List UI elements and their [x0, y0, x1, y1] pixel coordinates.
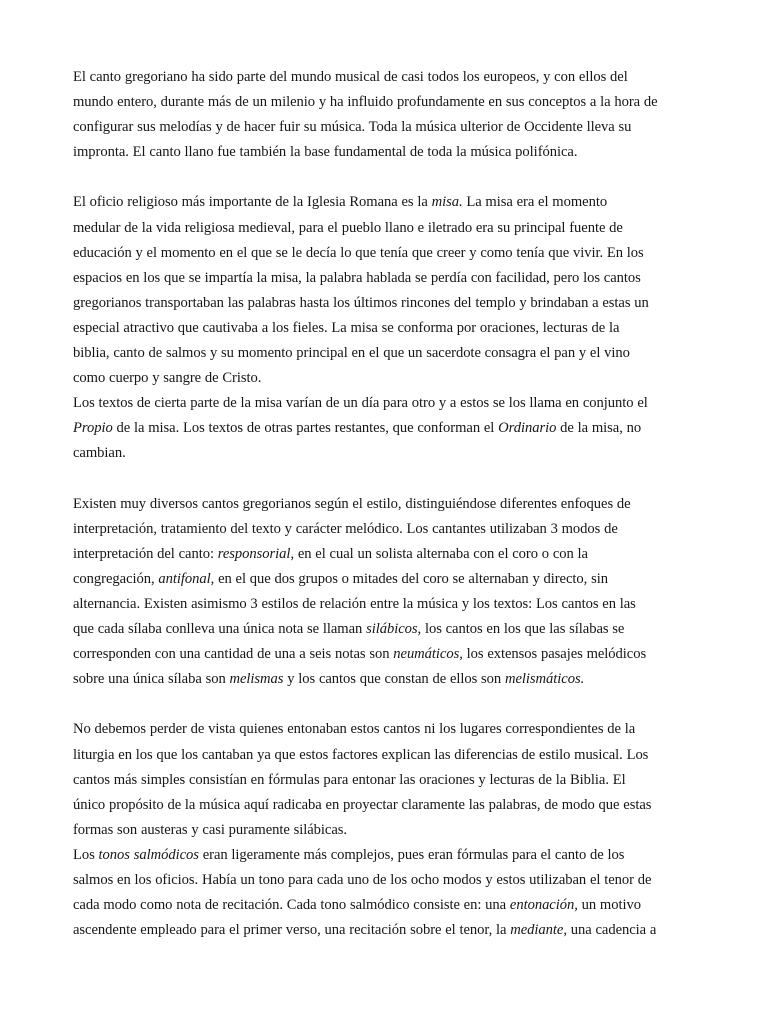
italic-term: Ordinario [498, 420, 557, 437]
text-run: , en el cual un solista alternaba con el coro o con la [290, 545, 588, 562]
text-line [73, 341, 713, 366]
text-run: La misa era el momento [462, 194, 608, 211]
text-run: impronta. El canto llano fue también la base fundamental de toda la música polifónica. [73, 144, 578, 161]
text-run: de la misa. Los textos de otras partes restantes, que conforman el [112, 420, 499, 437]
text-line [73, 241, 713, 266]
text-line [73, 918, 713, 943]
text-line [73, 90, 713, 115]
text-line [73, 517, 713, 542]
text-line [73, 743, 713, 768]
text-line [73, 140, 713, 165]
text-run: un motivo [577, 897, 641, 914]
text-run: especial atractivo que cautivaba a los fieles. La misa se conforma por oraciones, lecturas de la [73, 319, 620, 336]
text-line [73, 642, 713, 667]
text-run: interpretación del canto: [73, 545, 218, 562]
document-page [73, 65, 713, 943]
italic-term: Propio [73, 420, 113, 437]
italic-term: responsorial [217, 545, 291, 562]
text-run: alternancia. Existen asimismo 3 estilos de relación entre la música y los textos: Los cantos en las [73, 595, 636, 612]
text-run: corresponden con una cantidad de una a seis notas son [73, 646, 394, 663]
italic-term: melismáticos. [504, 671, 585, 688]
paragraph [73, 65, 713, 165]
text-run: , en el que dos grupos o mitades del coro se alternaban y directo, sin [210, 570, 608, 587]
italic-term: antifonal [158, 570, 211, 587]
text-run: configurar sus melodías y de hacer fuir su música. Toda la música ulterior de Occidente lleva su [73, 119, 632, 136]
text-run: y los cantos que constan de ellos son [283, 671, 505, 688]
text-line [73, 843, 713, 868]
text-run: sobre una única sílaba son [73, 671, 230, 688]
text-run: No debemos perder de vista quienes entonaban estos cantos ni los lugares correspondientes de la [73, 721, 636, 738]
paragraph [73, 190, 713, 391]
text-run: de la misa, no [556, 420, 642, 437]
text-run: los extensos pasajes melódicos [462, 646, 647, 663]
paragraph [73, 391, 713, 466]
text-run: como cuerpo y sangre de Cristo. [73, 370, 262, 387]
text-line [73, 592, 713, 617]
text-run: congregación, [73, 570, 159, 587]
text-run: , los cantos en los que las sílabas se [417, 621, 625, 638]
paragraph [73, 717, 713, 842]
italic-term: misa. [431, 194, 463, 211]
text-line [73, 492, 713, 517]
text-run: gregorianos transportaban las palabras hasta los últimos rincones del templo y brindaban a estas un [73, 294, 649, 311]
italic-term: tonos salmódicos [98, 846, 199, 863]
text-line [73, 868, 713, 893]
italic-term: neumáticos, [393, 646, 463, 663]
text-line [73, 266, 713, 291]
italic-term: melismas [229, 671, 284, 688]
text-line [73, 291, 713, 316]
text-line [73, 893, 713, 918]
text-line [73, 793, 713, 818]
text-line [73, 65, 713, 90]
text-run: , una cadencia a [563, 922, 657, 939]
text-run: ascendente empleado para el primer verso, una recitación sobre el tenor, la [73, 922, 511, 939]
paragraph [73, 492, 713, 693]
text-line [73, 190, 713, 215]
text-run: salmos en los oficios. Había un tono para cada uno de los ocho modos y estos utilizaban el tenor de [73, 872, 652, 888]
text-run: educación y el momento en el que se le decía lo que tenía que creer y como tenía que vivir. En los [73, 244, 644, 261]
text-run: único propósito de la música aquí radicaba en proyectar claramente las palabras, de modo que estas [73, 796, 652, 813]
text-run: eran ligeramente más complejos, pues eran fórmulas para el canto de los [198, 846, 625, 863]
text-line [73, 818, 713, 843]
text-run: Los [73, 846, 99, 863]
text-line [73, 542, 713, 567]
text-line [73, 416, 713, 441]
text-run: interpretación, tratamiento del texto y carácter melódico. Los cantantes utilizaban 3 modos de [73, 520, 618, 537]
text-line [73, 366, 713, 391]
text-run: cantos más simples consistían en fórmulas para entonar las oraciones y lecturas de la Biblia. El [73, 771, 626, 788]
text-run: formas son austeras y casi puramente silábicas. [73, 821, 348, 838]
text-run: El canto gregoriano ha sido parte del mundo musical de casi todos los europeos, y con ellos del [73, 69, 628, 85]
text-line [73, 768, 713, 793]
text-line [73, 717, 713, 742]
italic-term: entonación, [509, 897, 578, 914]
text-run: Existen muy diversos cantos gregorianos según el estilo, distinguiéndose diferentes enfoques de [73, 495, 631, 512]
text-line [73, 567, 713, 592]
text-line [73, 667, 713, 692]
text-run: cada modo como nota de recitación. Cada tono salmódico consiste en: una [73, 897, 510, 914]
text-line [73, 115, 713, 140]
text-line [73, 617, 713, 642]
text-run: espacios en los que se impartía la misa, la palabra hablada se perdía con facilidad, pero los cantos [73, 269, 641, 286]
text-run: El oficio religioso más importante de la Iglesia Romana es la [73, 194, 432, 211]
text-line [73, 441, 713, 466]
paragraph [73, 843, 713, 943]
text-run: Los textos de cierta parte de la misa varían de un día para otro y a estos se los llama en conjunto el [73, 395, 648, 412]
text-run: liturgia en los que los cantaban ya que estos factores explican las diferencias de estilo musical. Los [73, 746, 649, 763]
text-run: que cada sílaba conlleva una única nota se llaman [73, 621, 367, 638]
text-run: cambian. [73, 445, 126, 462]
text-run: mundo entero, durante más de un milenio y ha influido profundamente en sus conceptos a la hora de [73, 94, 658, 111]
text-run: biblia, canto de salmos y su momento principal en el que un sacerdote consagra el pan y el vino [73, 345, 630, 362]
text-line [73, 216, 713, 241]
text-line [73, 391, 713, 416]
italic-term: silábicos [366, 621, 418, 638]
text-run: medular de la vida religiosa medieval, para el pueblo llano e iletrado era su principal fuente de [73, 219, 623, 236]
text-line [73, 316, 713, 341]
italic-term: mediante [510, 922, 564, 939]
